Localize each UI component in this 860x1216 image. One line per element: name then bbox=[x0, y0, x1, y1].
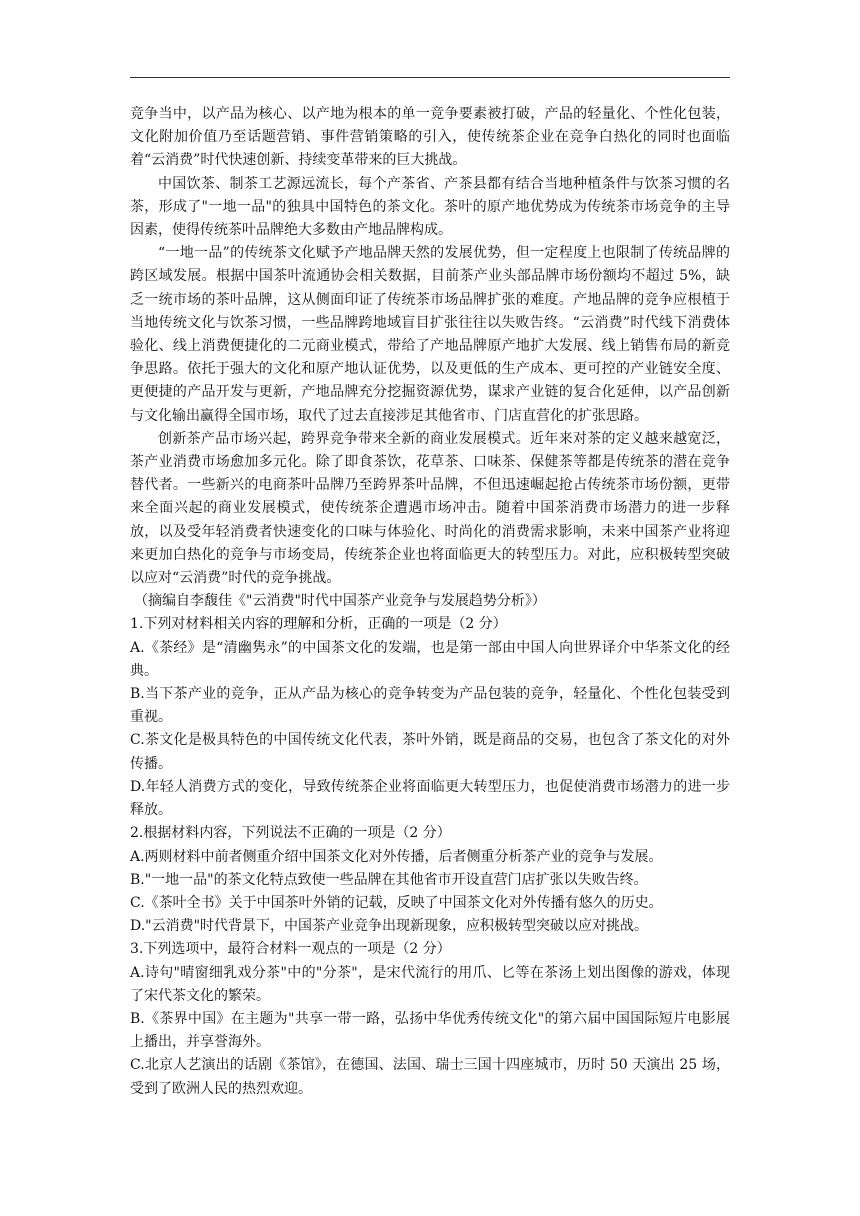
option-d: D."云消费"时代背景下，中国茶产业竞争出现新现象，应积极转型突破以应对挑战。 bbox=[130, 918, 649, 935]
passage-paragraph-3: “一地一品”的传统茶文化赋予产地品牌天然的发展优势，但一定程度上也限制了传统品牌的跨区域发展。根据中国茶叶流通协会相关数据，目前茶产业头部品牌市场份额均不超过 5%，缺乏一统市场的茶叶品牌，这从侧面印证了传统茶市场品牌扩张的难度。产地品牌的竞争应根植于当地传统文化与饮茶习惯，一些品牌跨地域盲目扩张往往以失败告终。“云消费”时代线下消费体验化、线上消费便捷化的二元商业模式，带给了产地品牌原产地扩大发展、线上销售布局的新竞争思路。依托于强大的文化和原产地认证优势，以及更低的生产成本、更可控的产业链安全度、更便捷的产品开发与更新，产地品牌充分挖掘资源优势，谋求产业链的复合化延伸，以产品创新与文化输出赢得全国市场，取代了过去直接涉足其他省市、门店直营化的扩张思路。 bbox=[130, 245, 730, 424]
option-d: D.年轻人消费方式的变化，导致传统茶企业将面临更大转型压力，也促使消费市场潜力的进一步释放。 bbox=[130, 778, 730, 819]
option-a: A.两则材料中前者侧重介绍中国茶文化对外传播，后者侧重分析茶产业的竞争与发展。 bbox=[130, 848, 663, 865]
option-a: A.《茶经》是“清幽隽永”的中国茶文化的发端，也是第一部由中国人向世界译介中华茶文化的经典。 bbox=[130, 639, 730, 679]
question-stem: 2.根据材料内容，下列说法不正确的一项是（2 分） bbox=[130, 825, 451, 842]
option-b: B."一地一品"的茶文化特点致使一些品牌在其他省市开设直营门店扩张以失败告终。 bbox=[130, 871, 648, 888]
option-a: A.诗句"晴窗细乳戏分茶"中的"分茶"，是宋代流行的用爪、匕等在茶汤上划出图像的游戏，体现了宋代茶文化的繁荣。 bbox=[130, 964, 730, 1004]
passage-source: （摘编自李馥佳《"云消费"时代中国茶产业竞争与发展趋势分析》） bbox=[134, 593, 546, 610]
question-1 bbox=[130, 613, 730, 822]
question-3 bbox=[130, 938, 730, 1100]
option-b: B.当下茶产业的竞争，正从产品为核心的竞争转变为产品包装的竞争，轻量化、个性化包装受到重视。 bbox=[130, 686, 730, 726]
passage-paragraph-1: 竞争当中，以产品为核心、以产地为根本的单一竞争要素被打破，产品的轻量化、个性化包装，文化附加价值乃至话题营销、事件营销策略的引入，使传统茶企业在竞争白热化的同时也面临着“云消费”时代快速创新、持续变革带来的巨大挑战。 bbox=[130, 106, 730, 169]
document-body bbox=[130, 103, 730, 1101]
question-stem: 3.下列选项中，最符合材料一观点的一项是（2 分） bbox=[130, 941, 451, 958]
option-c: C.《茶叶全书》关于中国茶叶外销的记载，反映了中国茶文化对外传播有悠久的历史。 bbox=[130, 894, 663, 911]
question-2 bbox=[130, 822, 730, 938]
option-c: C.北京人艺演出的话剧《茶馆》，在德国、法国、瑞士三国十四座城市，历时 50 天演出 25 场，受到了欧洲人民的热烈欢迎。 bbox=[130, 1057, 730, 1097]
option-b: B.《茶界中国》在主题为"共享一带一路，弘扬中华优秀传统文化"的第六届中国国际短片电影展上播出，并享誉海外。 bbox=[130, 1010, 730, 1051]
question-stem: 1.下列对材料相关内容的理解和分析，正确的一项是（2 分） bbox=[130, 616, 507, 633]
header-rule bbox=[130, 77, 730, 78]
option-c: C.茶文化是极具特色的中国传统文化代表，茶叶外销，既是商品的交易，也包含了茶文化的对外传播。 bbox=[130, 732, 730, 772]
passage-paragraph-2: 中国饮茶、制茶工艺源远流长，每个产茶省、产茶县都有结合当地种植条件与饮茶习惯的名茶，形成了"一地一品"的独具中国特色的茶文化。茶叶的原产地优势成为传统茶市场竞争的主导因素，使得传统茶叶品牌绝大多数由产地品牌构成。 bbox=[130, 175, 730, 239]
passage-paragraph-4: 创新茶产品市场兴起，跨界竞争带来全新的商业发展模式。近年来对茶的定义越来越宽泛，茶产业消费市场愈加多元化。除了即食茶饮，花草茶、口味茶、保健茶等都是传统茶的潜在竞争替代者。一些新兴的电商茶叶品牌乃至跨界茶叶品牌，不但迅速崛起抢占传统茶市场份额，更带来全面兴起的商业发展模式，使传统茶企遭遇市场冲击。随着中国茶消费市场潜力的进一步释放，以及受年轻消费者快速变化的口味与体验化、时尚化的消费需求影响，未来中国茶产业将迎来更加白热化的竞争与市场变局，传统茶企业也将面临更大的转型压力。对此，应积极转型突破以应对“云消费”时代的竞争挑战。 bbox=[130, 430, 730, 587]
